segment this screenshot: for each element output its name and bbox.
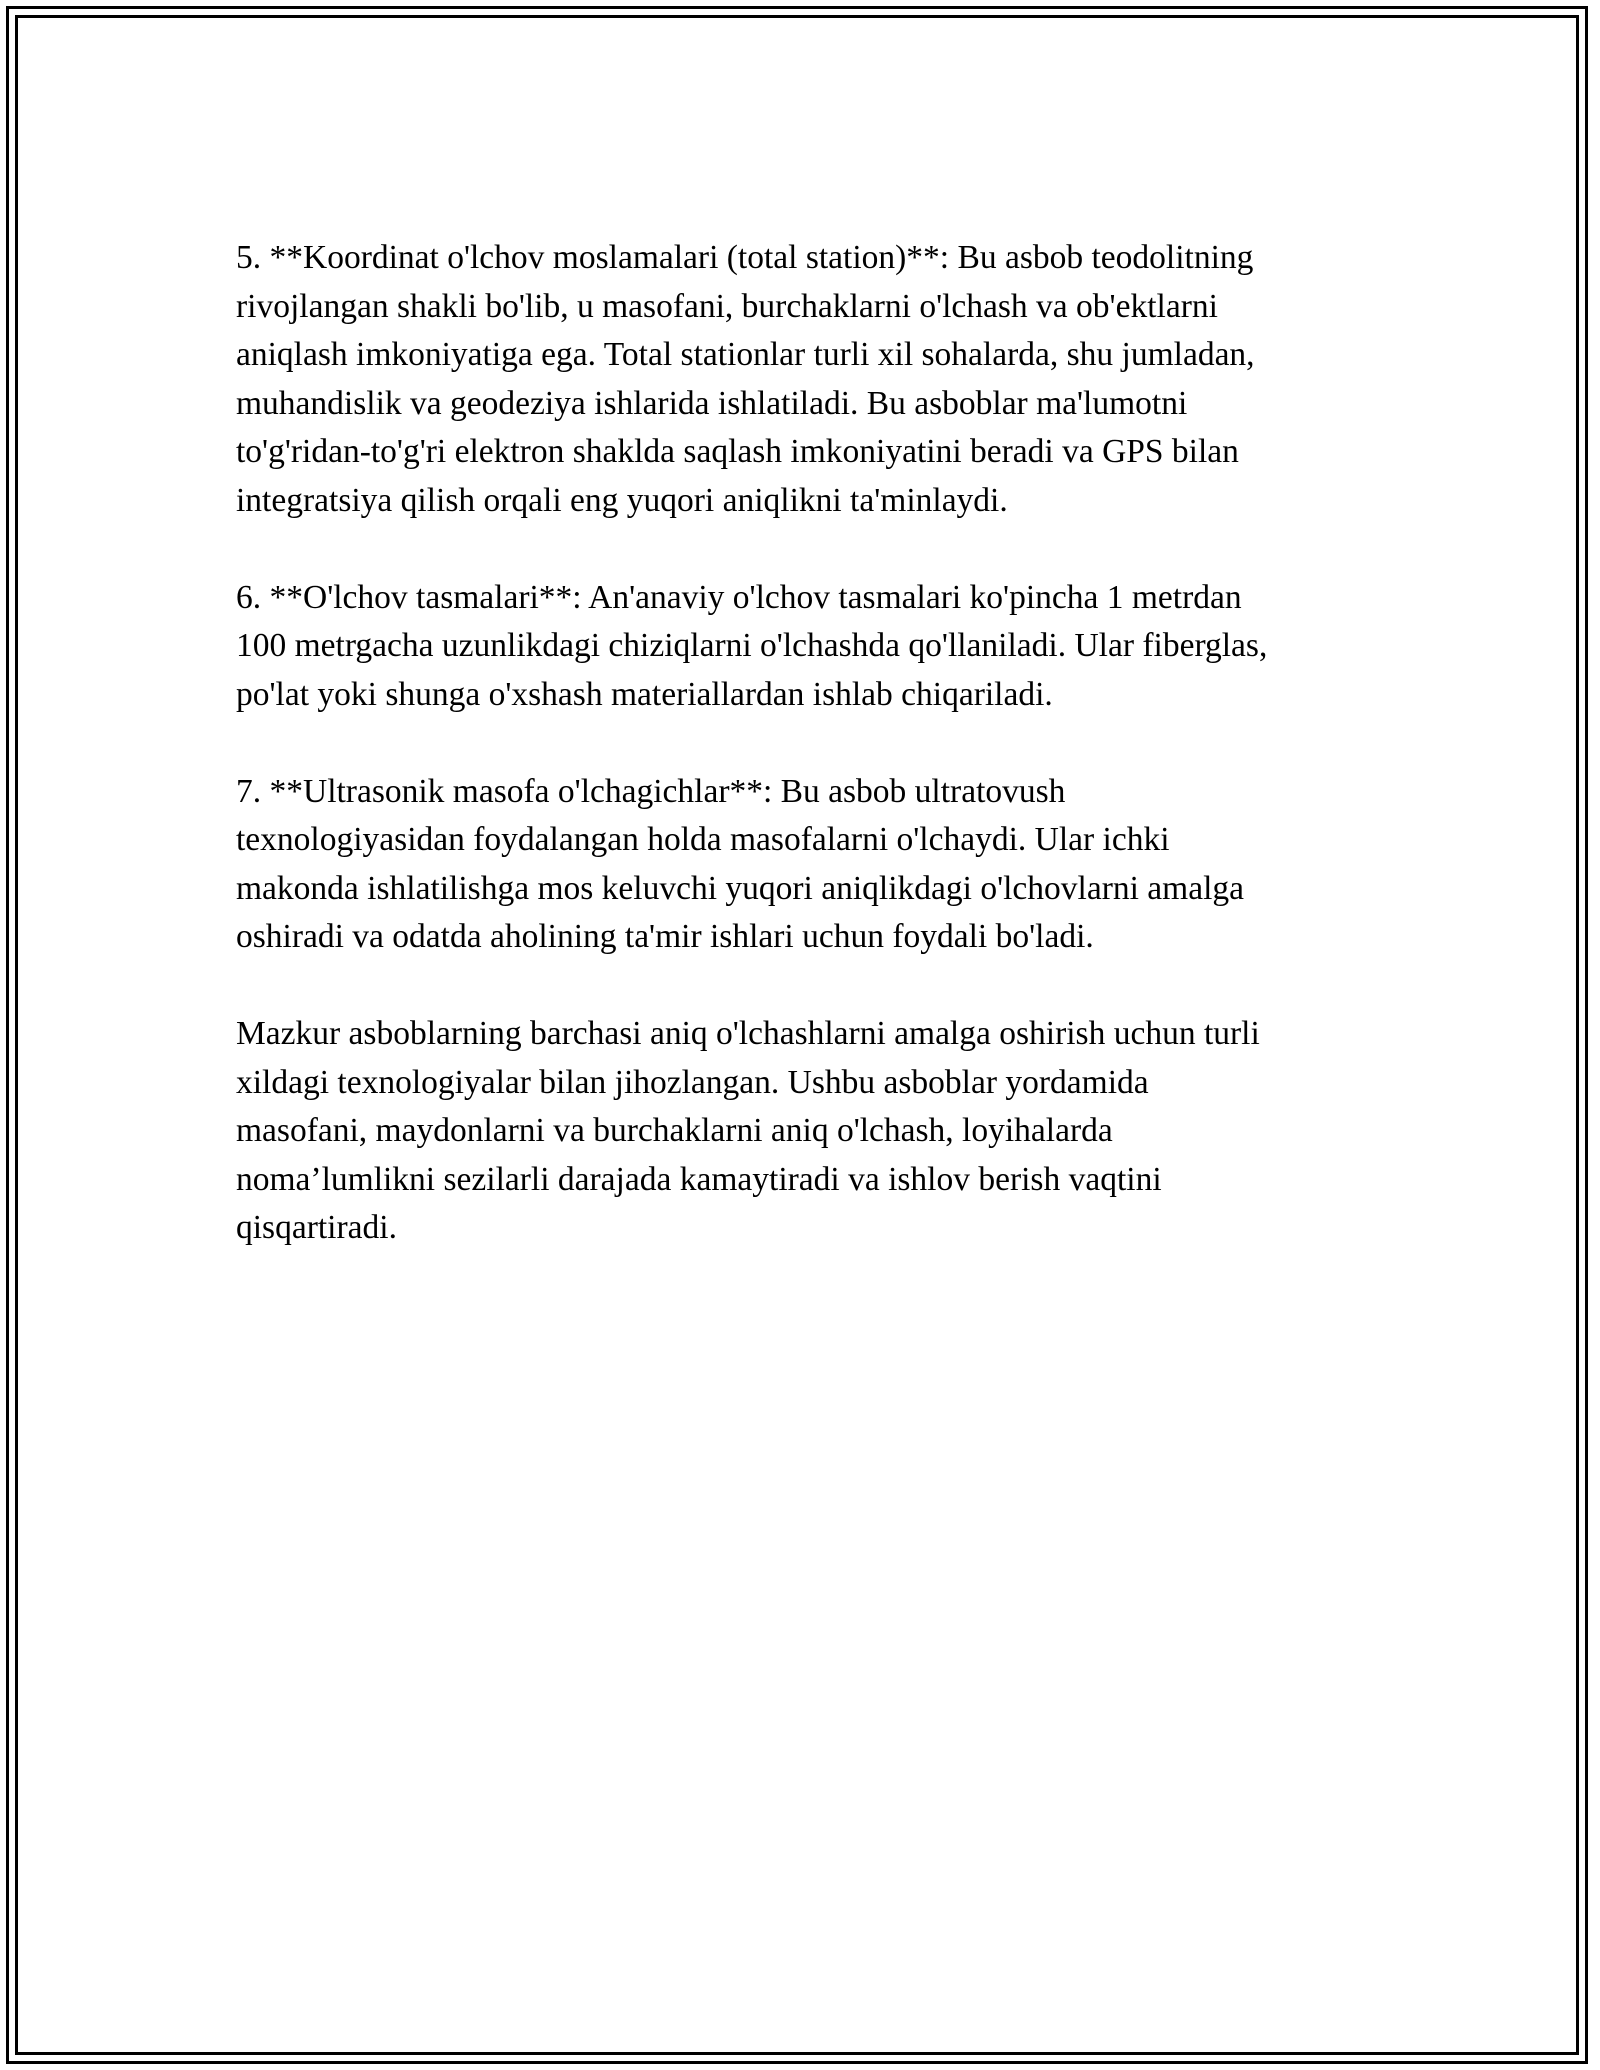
text-line: masofani, maydonlarni va burchaklarni aniq o'lchash, loyihalarda — [236, 1112, 1113, 1149]
text-line: 5. **Koordinat o'lchov moslamalari (total station)**: Bu asbob teodolitning — [236, 239, 1254, 276]
text-line: texnologiyasidan foydalangan holda masofalarni o'lchaydi. Ular ichki — [236, 821, 1170, 858]
text-line: makonda ishlatilishga mos keluvchi yuqori aniqlikdagi o'lchovlarni amalga — [236, 869, 1245, 907]
paragraph-ultrasonic-meters — [236, 768, 1376, 962]
text-line: qisqartiradi. — [236, 1209, 397, 1246]
text-line: to'g'ridan-to'g'ri elektron shaklda saqlash imkoniyatini beradi va GPS bilan — [236, 433, 1239, 470]
document-body — [236, 234, 1376, 1301]
text-line: integratsiya qilish orqali eng yuqori aniqlikni ta'minlaydi. — [236, 481, 1008, 519]
paragraph-measuring-tapes — [236, 574, 1376, 720]
text-line: 7. **Ultrasonik masofa o'lchagichlar**: Bu asbob ultratovush — [236, 772, 1066, 810]
text-line: po'lat yoki shunga o'xshash materiallardan ishlab chiqariladi. — [236, 675, 1053, 713]
paragraph-total-station — [236, 234, 1376, 525]
text-line: muhandislik va geodeziya ishlarida ishlatiladi. Bu asboblar ma'lumotni — [236, 384, 1188, 422]
text-line: aniqlash imkoniyatiga ega. Total stationlar turli xil sohalarda, shu jumladan, — [236, 336, 1255, 373]
text-line: noma’lumlikni sezilarli darajada kamaytiradi va ishlov berish vaqtini — [236, 1160, 1162, 1198]
text-line: 6. **O'lchov tasmalari**: An'anaviy o'lchov tasmalari ko'pincha 1 metrdan — [236, 578, 1242, 616]
paragraph-conclusion — [236, 1010, 1376, 1253]
text-line: rivojlangan shakli bo'lib, u masofani, burchaklarni o'lchash va ob'ektlarni — [236, 287, 1218, 325]
text-line: oshiradi va odatda aholining ta'mir ishlari uchun foydali bo'ladi. — [236, 918, 1094, 955]
text-line: 100 metrgacha uzunlikdagi chiziqlarni o'lchashda qo'llaniladi. Ular fiberglas, — [236, 627, 1268, 664]
text-line: xildagi texnologiyalar bilan jihozlangan. Ushbu asboblar yordamida — [236, 1063, 1149, 1101]
text-line: Mazkur asboblarning barchasi aniq o'lchashlarni amalga oshirish uchun turli — [236, 1015, 1260, 1052]
